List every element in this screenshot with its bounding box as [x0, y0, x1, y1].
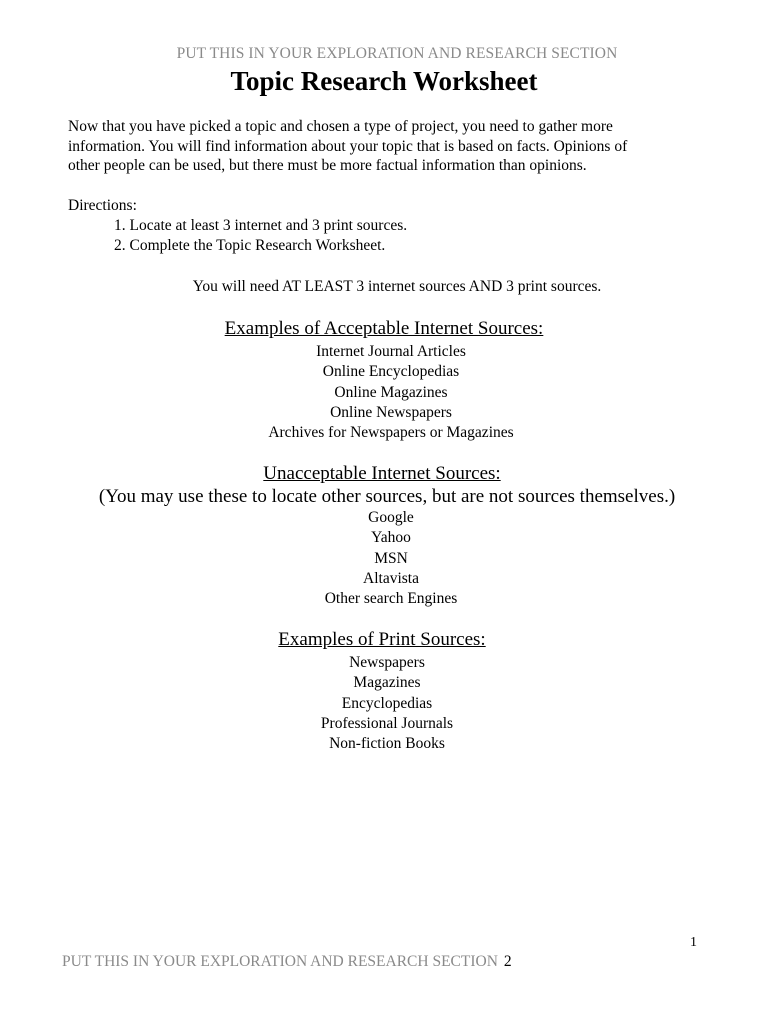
- list-item: Magazines: [353, 674, 421, 692]
- list-item: Other search Engines: [324, 590, 458, 608]
- footer-note: PUT THIS IN YOUR EXPLORATION AND RESEARCH SECTION: [62, 953, 498, 970]
- footer: [62, 953, 512, 971]
- list-item: Professional Journals: [320, 714, 454, 732]
- list-item: Online Newspapers: [330, 403, 452, 421]
- direction-item-1: 1. Locate at least 3 internet and 3 print sources.: [114, 217, 408, 234]
- list-item: Non-fiction Books: [329, 735, 445, 753]
- list-item: Newspapers: [349, 654, 425, 671]
- list-item: Online Magazines: [334, 383, 448, 401]
- list-item: Internet Journal Articles: [316, 343, 466, 360]
- unacceptable-internet-note: (You may use these to locate other sources, but are not sources themselves.): [98, 486, 676, 507]
- list-item: Yahoo: [371, 529, 411, 547]
- print-sources-list: [0, 653, 768, 754]
- page-number: 1: [690, 935, 697, 950]
- list-item: Altavista: [363, 569, 419, 587]
- page-title: Topic Research Worksheet: [230, 66, 538, 96]
- header-note: PUT THIS IN YOUR EXPLORATION AND RESEARCH SECTION: [176, 45, 618, 62]
- intro-paragraph: [68, 117, 692, 176]
- acceptable-internet-list: [0, 342, 768, 443]
- unacceptable-internet-list: [0, 508, 768, 609]
- print-sources-heading: Examples of Print Sources:: [278, 629, 486, 650]
- intro-line-1: Now that you have picked a topic and chosen a type of project, you need to gather more: [68, 118, 613, 135]
- list-item: Online Encyclopedias: [322, 363, 460, 381]
- list-item: Archives for Newspapers or Magazines: [268, 424, 514, 442]
- direction-item-2: 2. Complete the Topic Research Worksheet.: [114, 237, 386, 254]
- list-item: Encyclopedias: [341, 694, 433, 712]
- list-item: MSN: [374, 549, 408, 567]
- intro-line-3: other people can be used, but there must be more factual information than opinions.: [68, 157, 587, 174]
- directions-label: Directions:: [68, 197, 137, 214]
- acceptable-internet-heading: Examples of Acceptable Internet Sources:: [224, 318, 544, 339]
- requirement-note: You will need AT LEAST 3 internet sources AND 3 print sources.: [192, 278, 602, 295]
- footer-number: 2: [503, 953, 512, 970]
- intro-line-2: information. You will find information about your topic that is based on facts. Opinions of: [68, 137, 628, 155]
- list-item: Google: [368, 509, 414, 526]
- directions-list: [114, 216, 407, 256]
- unacceptable-internet-heading: Unacceptable Internet Sources:: [263, 463, 501, 484]
